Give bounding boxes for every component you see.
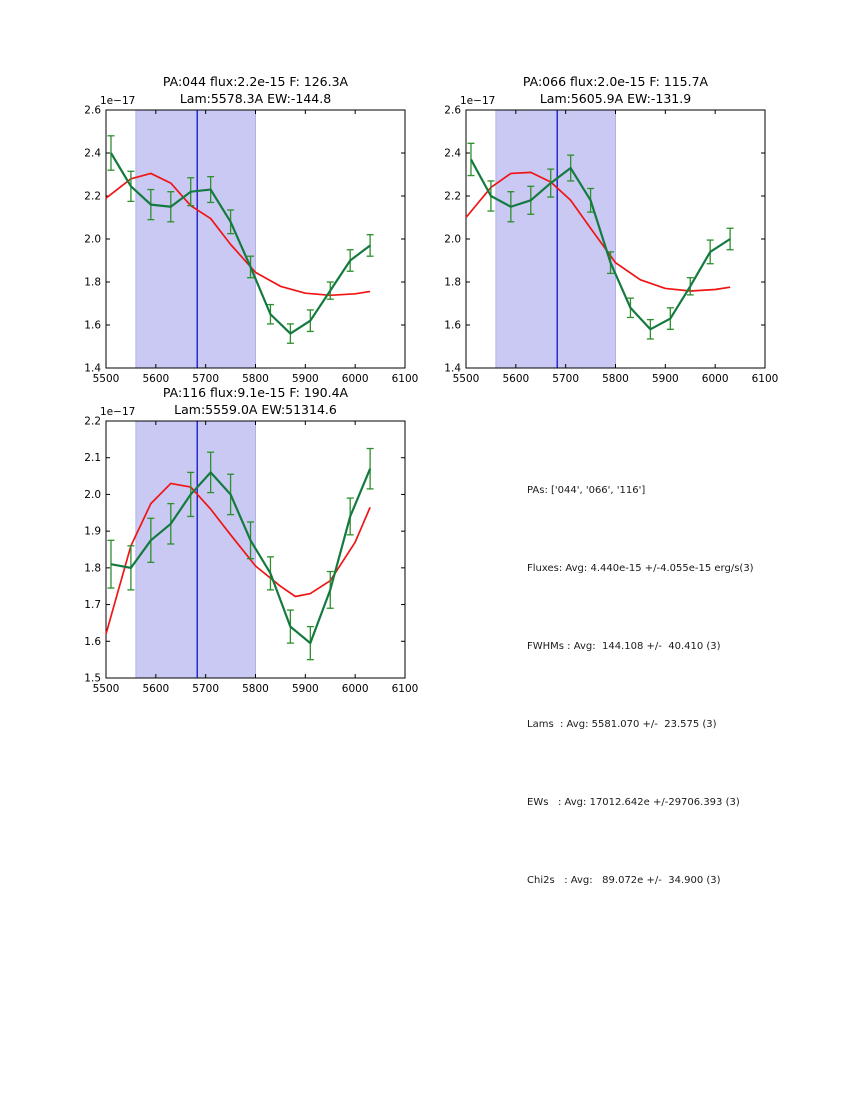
stats-ews: EWs : Avg: 17012.642e +/-29706.393 (3) [527,797,740,808]
y-tick-label: 1.4 [84,362,101,375]
x-tick-label: 6000 [341,683,369,695]
x-tick-label: 5600 [142,373,170,385]
x-tick-label: 5800 [242,683,269,695]
y-tick-label: 2.4 [84,147,101,160]
y-tick-label: 2.6 [84,104,101,117]
y-tick-label: 1.6 [84,635,101,648]
y-tick-label: 2.4 [444,147,461,160]
x-tick-label: 6100 [391,373,419,385]
y-tick-label: 2.0 [84,233,101,246]
y-tick-label: 2.0 [444,233,461,246]
x-tick-label: 5500 [92,373,120,385]
x-tick-label: 5800 [602,373,629,385]
y-tick-label: 1.9 [84,525,101,538]
x-tick-label: 5900 [651,373,679,385]
y-tick-label: 2.2 [444,190,461,203]
y-tick-label: 1.8 [84,276,101,289]
x-tick-label: 5700 [192,683,220,695]
y-tick-label: 1.5 [84,672,101,685]
subplot3-title-line1: PA:116 flux:9.1e-15 F: 190.4A [162,385,349,400]
x-tick-label: 5900 [291,373,319,385]
subplot1-title-line1: PA:044 flux:2.2e-15 F: 126.3A [162,74,349,89]
subplot2-plot [436,102,790,388]
y-tick-label: 1.6 [444,319,461,332]
x-tick-label: 6100 [751,373,779,385]
subplot2-yaxis-offset-label: 1e−17 [460,95,496,107]
x-tick-label: 6000 [701,373,729,385]
subplot3-plot [76,413,430,698]
stats-chi2s: Chi2s : Avg: 89.072e +/- 34.900 (3) [527,875,721,886]
y-tick-label: 1.6 [84,319,101,332]
stats-fluxes: Fluxes: Avg: 4.440e-15 +/-4.055e-15 erg/s(3) [527,563,754,574]
stats-pas: PAs: ['044', '066', '116'] [527,485,646,496]
x-tick-label: 6000 [341,373,369,385]
subplot1-yaxis-offset-label: 1e−17 [100,95,136,107]
stats-panel [527,426,754,946]
x-tick-label: 5800 [242,373,269,385]
y-tick-label: 2.2 [84,190,101,203]
x-tick-label: 5900 [291,683,319,695]
x-tick-label: 6100 [391,683,419,695]
subplot2-title-line2: Lam:5605.9A EW:-131.9 [539,91,692,106]
y-tick-label: 2.0 [84,488,101,501]
x-tick-label: 5600 [502,373,530,385]
highlight-band [136,421,256,678]
x-tick-label: 5500 [452,373,480,385]
stats-lams: Lams : Avg: 5581.070 +/- 23.575 (3) [527,719,717,730]
y-tick-label: 1.8 [84,562,101,575]
y-tick-label: 2.2 [84,415,101,428]
x-tick-label: 5700 [192,373,220,385]
x-tick-label: 5500 [92,683,120,695]
y-tick-label: 1.7 [84,599,101,612]
y-tick-label: 1.4 [444,362,461,375]
subplot1-plot [76,102,430,388]
subplot3-yaxis-offset-label: 1e−17 [100,406,136,418]
x-tick-label: 5600 [142,683,170,695]
subplot3-title-line2: Lam:5559.0A EW:51314.6 [174,402,337,417]
subplot1-title-line2: Lam:5578.3A EW:-144.8 [179,91,332,106]
y-tick-label: 1.8 [444,276,461,289]
y-tick-label: 2.6 [444,104,461,117]
subplot2-title-line1: PA:066 flux:2.0e-15 F: 115.7A [522,74,709,89]
stats-fwhms: FWHMs : Avg: 144.108 +/- 40.410 (3) [527,641,721,652]
x-tick-label: 5700 [552,373,580,385]
y-tick-label: 2.1 [84,452,101,465]
